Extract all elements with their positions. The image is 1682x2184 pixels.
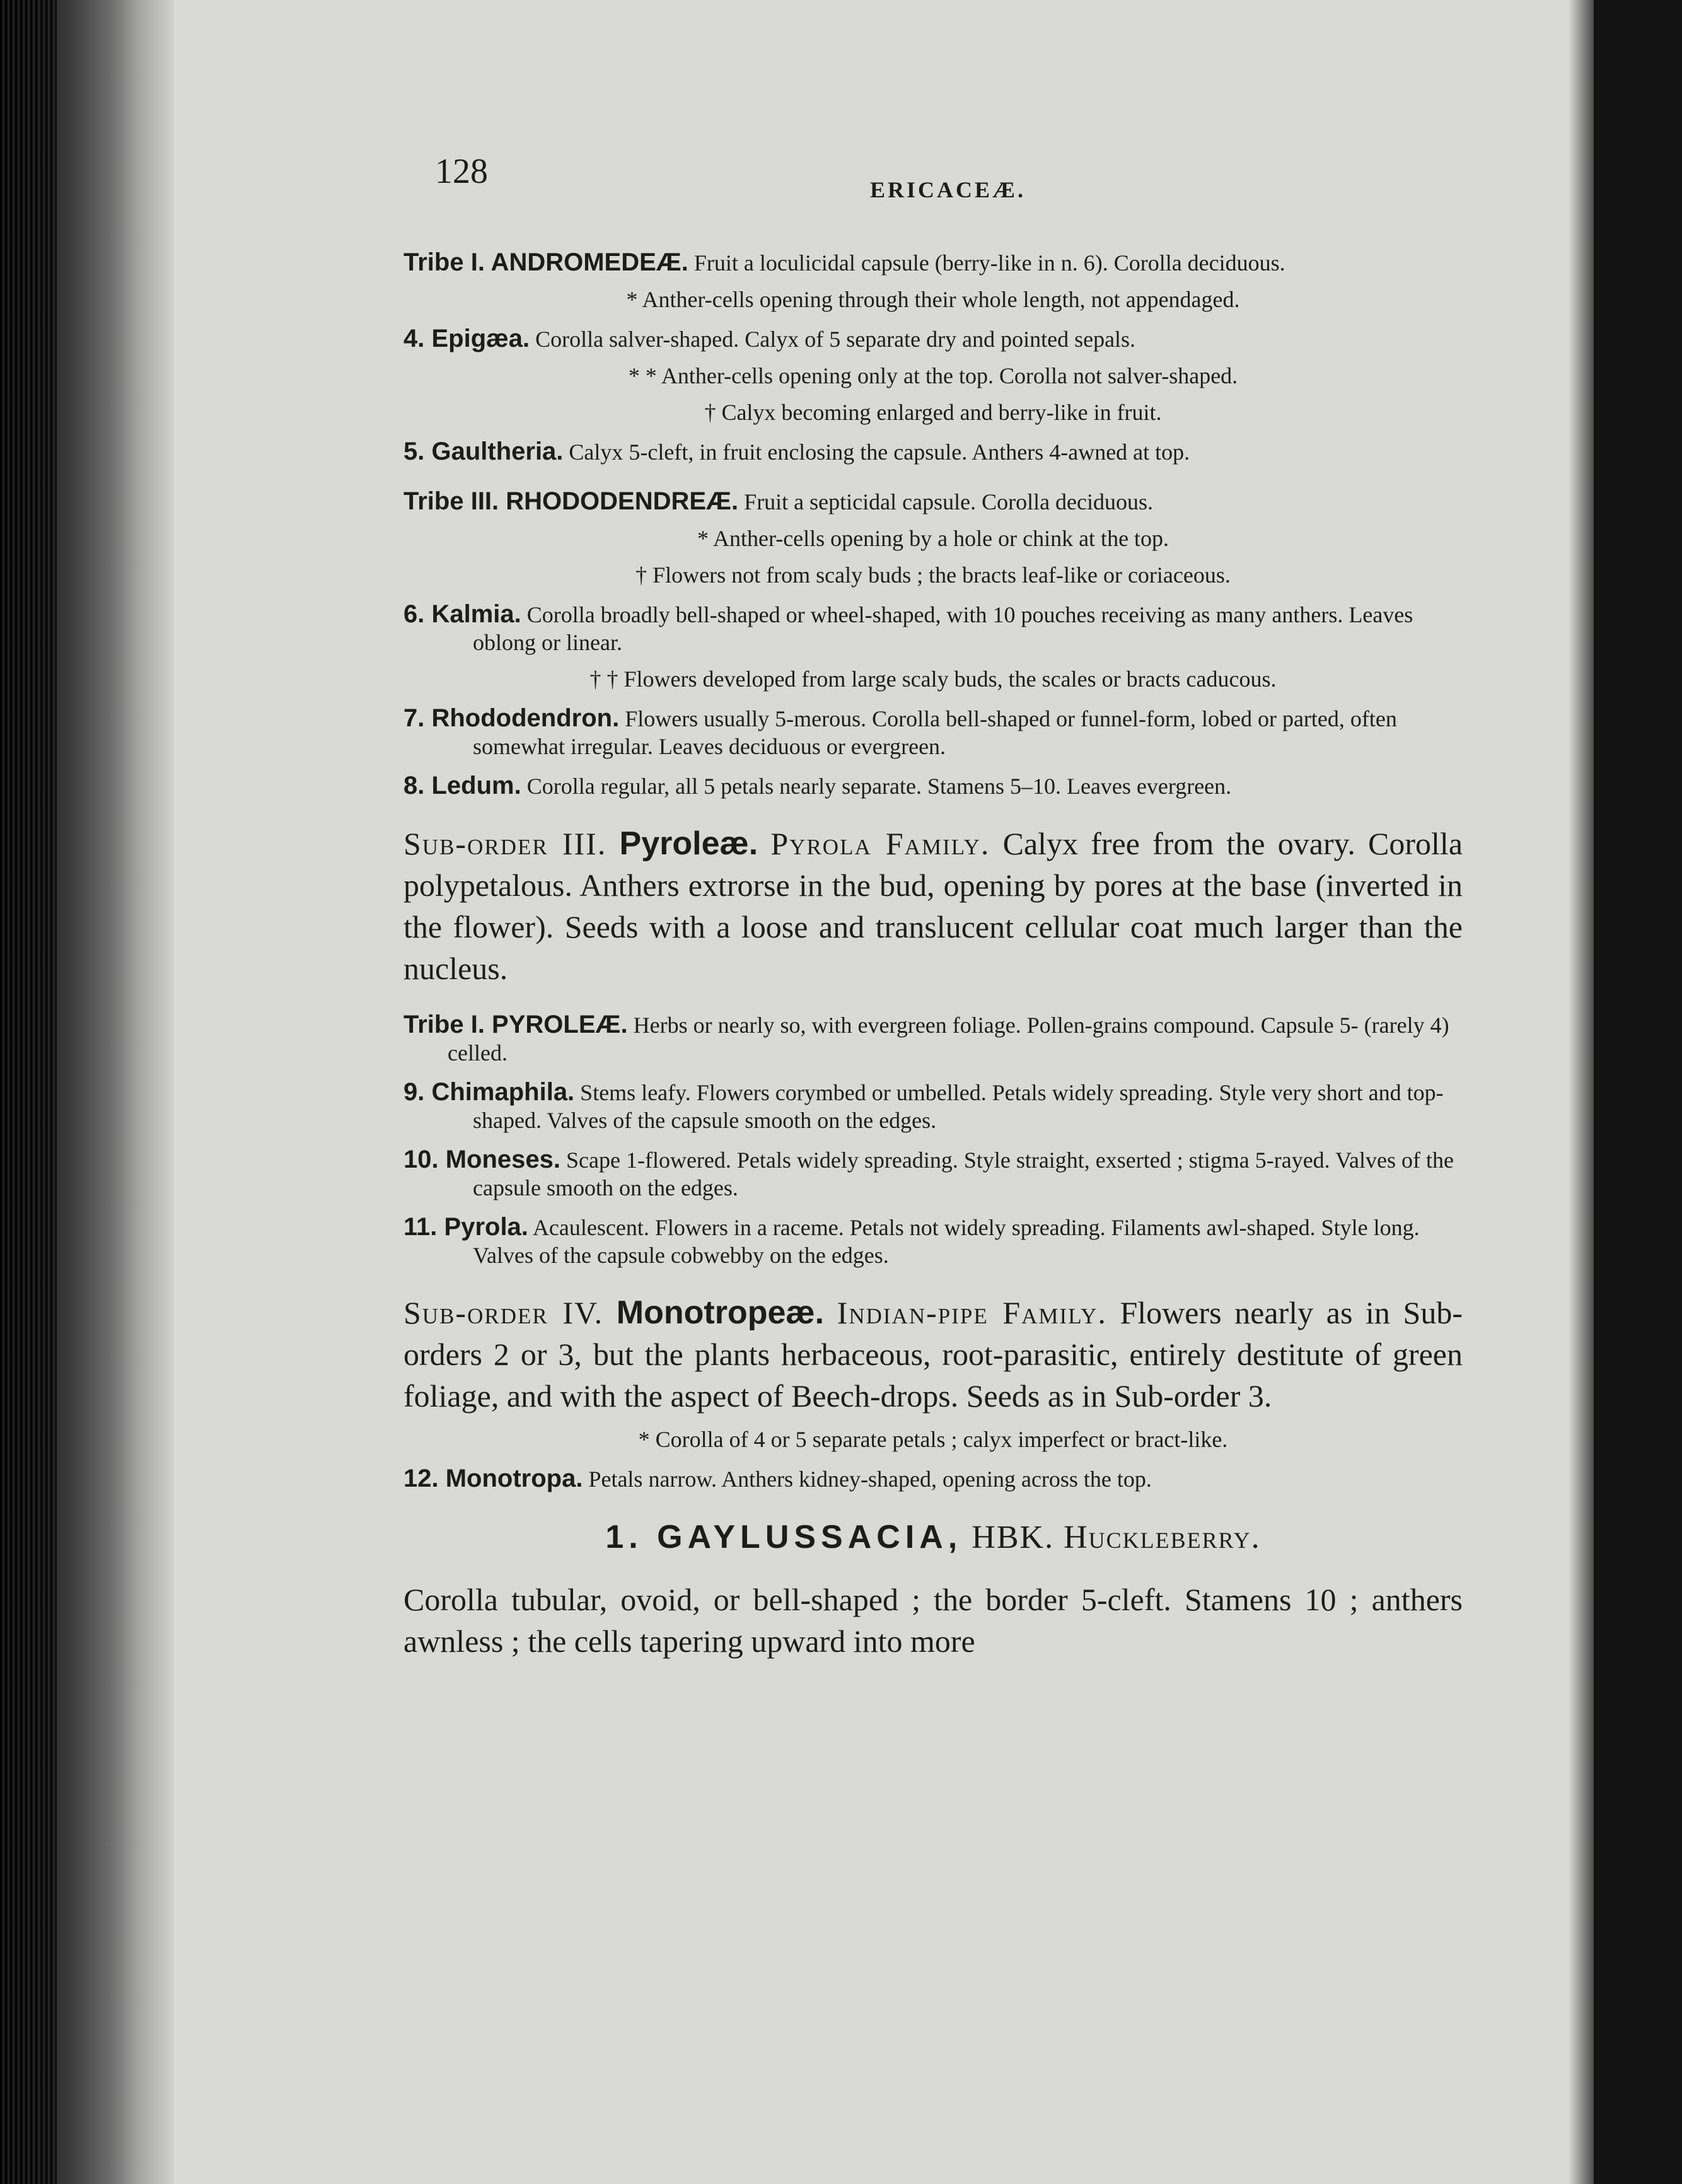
genus-description: Corolla tubular, ovoid, or bell-shaped ; the border 5-cleft. Stamens 10 ; anthers awnless ; the cells tapering upward into more (403, 1582, 1463, 1659)
key-entry (403, 1078, 1463, 1134)
key-text: * Corolla of 4 or 5 separate petals ; calyx imperfect or bract-like. (638, 1427, 1228, 1452)
key-text: Petals narrow. Anthers kidney-shaped, opening across the top. (588, 1467, 1152, 1492)
key-text: † Calyx becoming enlarged and berry-like in fruit. (704, 400, 1162, 425)
key-text: Corolla regular, all 5 petals nearly separate. Stamens 5–10. Leaves evergreen. (526, 774, 1232, 799)
book-page (403, 151, 1463, 1662)
key-entry (403, 600, 1463, 656)
book-binding-edge (0, 0, 173, 2184)
key-label: 11. Pyrola. (403, 1213, 528, 1241)
key-label: 6. Kalmia. (403, 600, 521, 628)
suborder-4-text: Flowers nearly as in Sub-orders 2 or 3, but the plants herbaceous, root-parasitic, entirely destitute of green foliage, and with the aspect of Beech-drops. Seeds as in Sub-order 3. (403, 1295, 1463, 1414)
key-label: 4. Epigæa. (403, 325, 530, 352)
genus-name: 1. GAYLUSSACIA, (605, 1519, 963, 1555)
key-tribe (403, 1011, 1463, 1067)
key-entry (403, 1465, 1463, 1493)
key-tribe (403, 487, 1463, 516)
page-number: 128 (435, 152, 488, 191)
suborder-3-label: Pyroleæ. (619, 825, 758, 862)
key-text: Fruit a septicidal capsule. Corolla deciduous. (744, 489, 1154, 514)
key-label: 10. Moneses. (403, 1146, 561, 1173)
key-section-3 (403, 1426, 1463, 1493)
key-label: Tribe III. RHODODENDREÆ. (403, 487, 739, 515)
key-text: Calyx 5-cleft, in fruit enclosing the capsule. Anthers 4-awned at top. (569, 439, 1190, 465)
scan-right-edge (1594, 0, 1682, 2184)
running-title: ERICACEÆ. (870, 177, 1026, 202)
suborder-3-text: Calyx free from the ovary. Corolla polypetalous. Anthers extrorse in the bud, opening by pores at the base (inverted in the flower). Seeds with a loose and translucent cellular coat much larger than the nucleus. (403, 826, 1463, 986)
key-entry (403, 1213, 1463, 1269)
key-text: † † Flowers developed from large scaly buds, the scales or bracts caducous. (589, 666, 1277, 692)
key-entry (403, 772, 1463, 800)
key-text: * Anther-cells opening through their whole length, not appendaged. (626, 287, 1240, 312)
suborder-4-prefix: Sub-order IV. (403, 1295, 604, 1330)
key-text: Acaulescent. Flowers in a raceme. Petals not widely spreading. Filaments awl-shaped. Style long. Valves of the capsule cobwebby on the edges. (473, 1215, 1420, 1268)
key-text: * * Anther-cells opening only at the top. Corolla not salver-shaped. (628, 363, 1238, 388)
key-text: Stems leafy. Flowers corymbed or umbelled. Petals widely spreading. Style very short and top-shaped. Valves of the capsule smooth on the edges. (473, 1080, 1444, 1133)
suborder-4-paragraph (403, 1292, 1463, 1417)
key-text: Scape 1-flowered. Petals widely spreading. Style straight, exserted ; stigma 5-rayed. Valves of the capsule smooth on the edges. (473, 1147, 1454, 1200)
suborder-3-family: Pyrola Family. (770, 826, 990, 861)
key-subdivision (403, 286, 1463, 313)
key-subdivision (403, 1426, 1463, 1453)
page-header (403, 151, 1463, 227)
key-text: Corolla broadly bell-shaped or wheel-shaped, with 10 pouches receiving as many anthers. Leaves oblong or linear. (473, 602, 1413, 655)
key-text: Flowers usually 5-merous. Corolla bell-shaped or funnel-form, lobed or parted, often somewhat irregular. Leaves deciduous or evergreen. (473, 706, 1397, 759)
key-entry (403, 1146, 1463, 1202)
genus-heading (403, 1518, 1463, 1556)
key-subdivision (403, 398, 1463, 426)
key-label: 9. Chimaphila. (403, 1078, 575, 1106)
key-text: Herbs or nearly so, with evergreen foliage. Pollen-grains compound. Capsule 5- (rarely 4) celled. (448, 1013, 1449, 1066)
key-text: † Flowers not from scaly buds ; the bracts leaf-like or coriaceous. (635, 562, 1231, 588)
suborder-3-prefix: Sub-order III. (403, 826, 607, 861)
key-label: Tribe I. ANDROMEDEÆ. (403, 248, 688, 276)
key-text: Corolla salver-shaped. Calyx of 5 separate dry and pointed sepals. (535, 327, 1136, 352)
key-label: Tribe I. PYROLEÆ. (403, 1011, 628, 1038)
key-section-2 (403, 1011, 1463, 1269)
suborder-3-paragraph (403, 823, 1463, 989)
key-entry (403, 438, 1463, 466)
key-label: 7. Rhododendron. (403, 704, 620, 732)
genus-common-name: Huckleberry. (1064, 1519, 1261, 1555)
key-text: * Anther-cells opening by a hole or chink at the top. (697, 526, 1169, 551)
key-label: 8. Ledum. (403, 772, 521, 799)
key-label: 5. Gaultheria. (403, 438, 564, 465)
key-text: Fruit a loculicidal capsule (berry-like in n. 6). Corolla deciduous. (693, 250, 1285, 276)
key-subdivision (403, 561, 1463, 589)
key-subdivision (403, 665, 1463, 693)
key-entry (403, 325, 1463, 353)
suborder-4-label: Monotropeæ. (616, 1294, 825, 1331)
key-subdivision (403, 362, 1463, 390)
key-tribe (403, 248, 1463, 277)
key-section-1 (403, 248, 1463, 800)
key-subdivision (403, 525, 1463, 552)
key-entry (403, 704, 1463, 760)
suborder-4-family: Indian-pipe Family. (837, 1295, 1107, 1330)
key-label: 12. Monotropa. (403, 1465, 583, 1492)
genus-authority: HBK. (972, 1519, 1055, 1555)
